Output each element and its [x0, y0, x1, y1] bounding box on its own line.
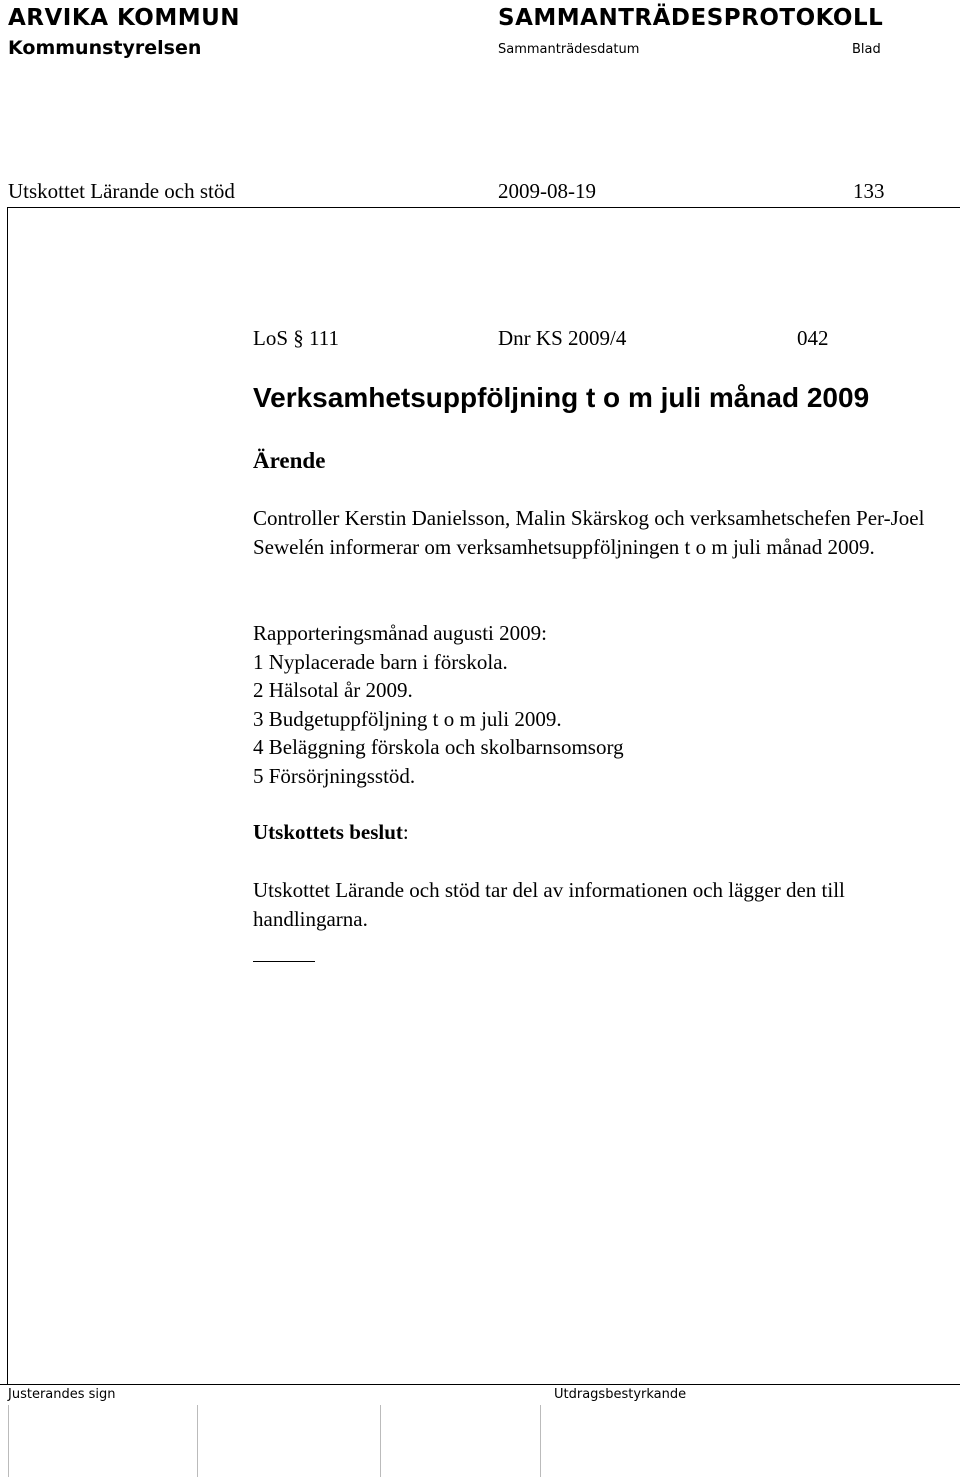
diary-number: Dnr KS 2009/4 — [498, 326, 627, 350]
header-divider — [7, 207, 960, 208]
report-line: 1 Nyplacerade barn i förskola. — [253, 649, 508, 674]
arende-heading: Ärende — [253, 448, 326, 473]
committee-name: Utskottet Lärande och stöd — [8, 179, 235, 203]
extract-certified-label: Utdragsbestyrkande — [554, 1387, 687, 1402]
decision-text: Utskottet Lärande och stöd tar del av informationen och lägger den till handlingarna. — [253, 878, 845, 931]
end-rule — [253, 961, 315, 962]
left-margin-line — [7, 207, 8, 1384]
signature-box-divider — [380, 1405, 381, 1477]
report-line: 3 Budgetuppföljning t o m juli 2009. — [253, 706, 562, 731]
signature-box-divider — [8, 1405, 9, 1477]
report-list — [253, 619, 943, 790]
paragraph-symbol: § — [293, 326, 304, 350]
board-name: Kommunstyrelsen — [8, 37, 202, 59]
signature-box-divider — [197, 1405, 198, 1477]
paragraph-reference — [253, 326, 339, 351]
report-line: 4 Beläggning förskola och skolbarnsomsorg — [253, 735, 624, 759]
decision-heading — [253, 820, 409, 845]
case-code: 042 — [797, 326, 829, 350]
signature-box-divider — [540, 1405, 541, 1477]
organization-name: ARVIKA KOMMUN — [8, 5, 241, 31]
decision-heading-text: Utskottets beslut — [253, 820, 403, 844]
report-line: 2 Hälsotal år 2009. — [253, 678, 413, 702]
paragraph-prefix: LoS — [253, 326, 289, 350]
report-line: Rapporteringsmånad augusti 2009: — [253, 621, 547, 645]
case-title: Verksamhetsuppföljning t o m juli månad 2009 — [253, 382, 870, 413]
report-line: 5 Försörjningsstöd. — [253, 763, 416, 788]
paragraph-number: 111 — [309, 326, 339, 350]
arende-text: Controller Kerstin Danielsson, Malin Skärskog och verksamhetschefen Per-Joel Sewelén informerar om verksamhetsuppföljningen t o m juli månad 2009. — [253, 506, 925, 559]
meeting-date: 2009-08-19 — [498, 179, 596, 203]
adjuster-sign-label: Justerandes sign — [8, 1387, 116, 1402]
page-label: Blad — [852, 42, 881, 57]
footer-divider — [0, 1384, 960, 1385]
decision-heading-colon: : — [402, 820, 409, 844]
meeting-date-label: Sammanträdesdatum — [498, 42, 640, 57]
page-number: 133 — [853, 179, 885, 203]
document-type: SAMMANTRÄDESPROTOKOLL — [498, 5, 884, 31]
